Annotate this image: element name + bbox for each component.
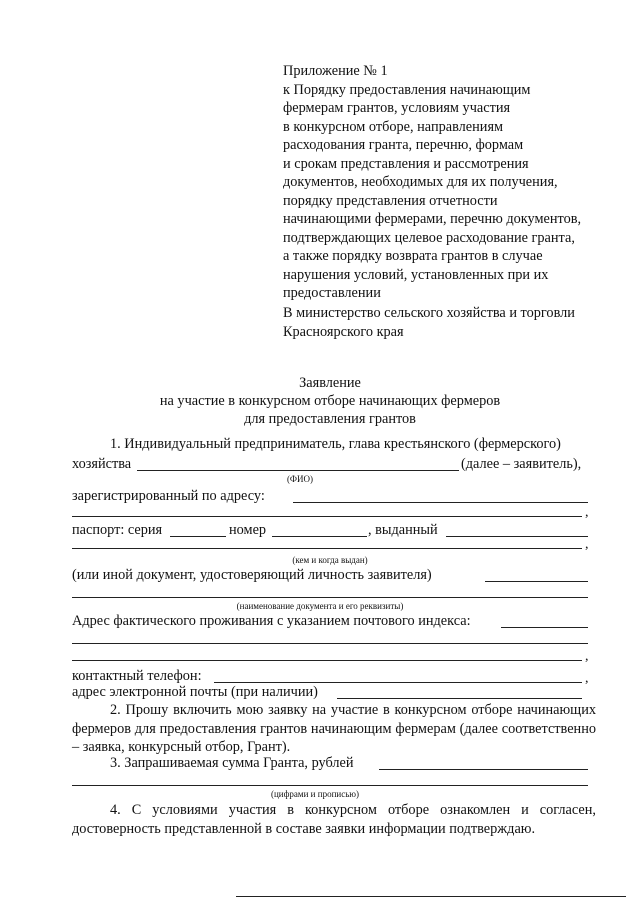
appendix-line: и срокам представления и рассмотрения [283,155,529,172]
farm-label: хозяйства [72,456,132,472]
appendix-line: документов, необходимых для их получения, [283,174,558,190]
passport-number-field-line[interactable] [272,536,367,537]
appendix-line: а также порядку возврата грантов в случае [283,248,543,264]
grant-amount-field-line-2[interactable] [72,785,588,786]
registered-address-label: зарегистрированный по адресу: [72,488,265,504]
document-subtitle: на участие в конкурсном отборе начинающих фермеров [159,393,501,409]
appendix-line: нарушения условий, установленных при их [283,266,549,283]
other-document-field-line[interactable] [485,581,588,582]
document-title: Заявление [299,375,361,391]
paragraph-3-label: 3. Запрашиваемая сумма Гранта, рублей [110,755,354,771]
grant-amount-field-line[interactable] [379,769,588,770]
addressee-line: Красноярского края [283,324,404,340]
applicant-label: (далее – заявитель), [461,456,582,472]
appendix-line: начинающими фермерами, перечню документов, [283,211,582,227]
appendix-line: Приложение № 1 [283,63,388,79]
appendix-line: фермерам грантов, условиям участия [283,100,511,116]
paragraph-4: 4. С условиями участия в конкурсном отборе ознакомлен и согласен, достоверность представленной в составе заявки информации подтверждаю. [72,802,596,837]
addressee [283,304,623,342]
addressee-line: В министерство сельского хозяйства и торговли [283,305,575,321]
passport-issued-label: , выданный [368,522,438,538]
bottom-rule [236,896,626,897]
email-field-line[interactable] [337,698,582,699]
other-document-label: (или иной документ, удостоверяющий личность заявителя) [72,567,432,583]
registered-address-field-line[interactable] [293,502,588,503]
actual-address-label: Адрес фактического проживания с указанием почтового индекса: [72,613,471,629]
comma: , [585,537,589,552]
email-label: адрес электронной почты (при наличии) [72,684,318,700]
paragraph-1-line: 1. Индивидуальный предприниматель, глава крестьянского (фермерского) [110,436,561,452]
passport-issued-field-line-2[interactable] [72,548,582,549]
paragraph-2: 2. Прошу включить мою заявку на участие в конкурсном отборе начинающих фермеров для предоставления грантов начинающим фермерам (далее соответственно – заявка, конкурсный отбор, Грант). [72,702,596,755]
document-caption: (наименование документа и его реквизиты) [236,601,404,611]
actual-address-field-line-3[interactable] [72,660,582,661]
passport-series-label: паспорт: серия [72,522,163,538]
issued-caption: (кем и когда выдан) [292,555,368,565]
actual-address-field-line-2[interactable] [72,643,588,644]
comma: , [585,671,589,686]
fio-caption: (ФИО) [286,474,314,484]
actual-address-field-line[interactable] [501,627,588,628]
comma: , [585,649,589,664]
comma: , [585,505,589,520]
amount-caption: (цифрами и прописью) [270,789,360,799]
appendix-line: предоставлении [283,285,381,301]
document-subtitle: для предоставления грантов [244,411,416,427]
registered-address-field-line-2[interactable] [72,516,582,517]
appendix-line: в конкурсном отборе, направлениям [283,118,504,135]
passport-series-field-line[interactable] [170,536,226,537]
passport-number-label: номер [229,522,267,538]
appendix-line: расходования гранта, перечню, формам [283,137,524,153]
fio-field-line[interactable] [137,470,459,471]
appendix-line: подтверждающих целевое расходование гранта, [283,229,575,246]
phone-label: контактный телефон: [72,668,202,684]
appendix-line: к Порядку предоставления начинающим [283,81,531,98]
appendix-line: порядку представления отчетности [283,192,498,209]
passport-issued-field-line[interactable] [446,536,588,537]
other-document-field-line-2[interactable] [72,597,588,598]
appendix-header [283,62,623,303]
